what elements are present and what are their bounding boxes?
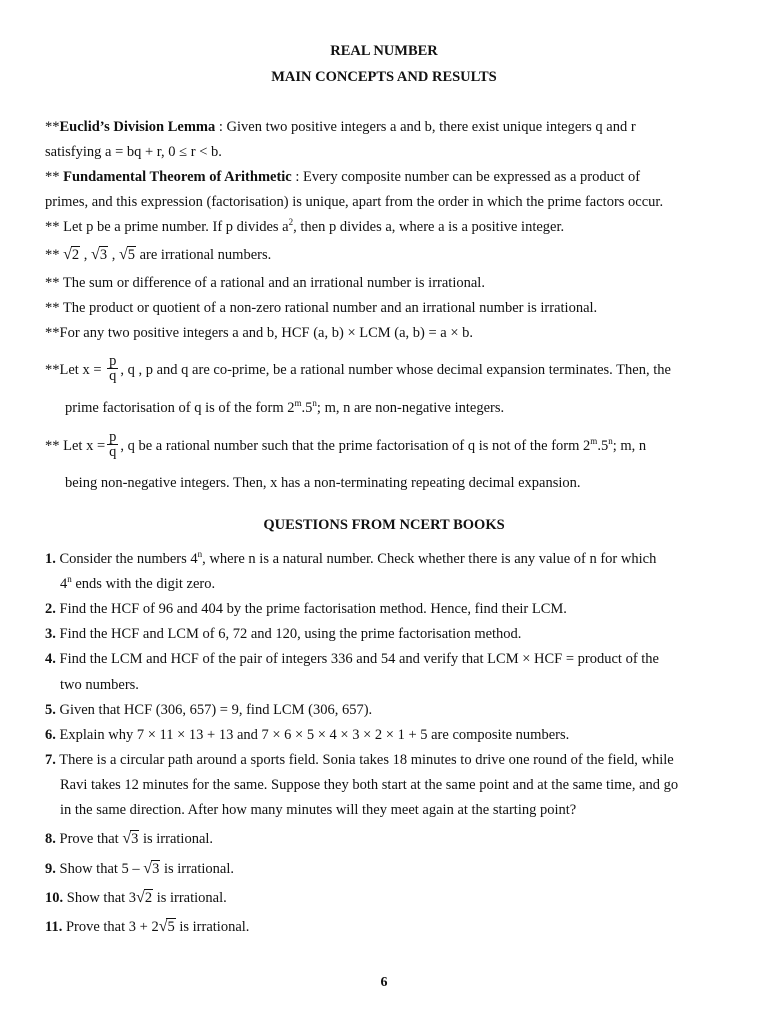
concept-terminating-line1: **Let x = $\frac{p}{q}$ , q , p and q are co-prime, be a rational number whose decimal expansion terminates. Then, the	[45, 353, 671, 384]
question-4: 4. Find the LCM and HCF of the pair of integers 336 and 54 and verify that LCM × HCF = product of the	[45, 651, 659, 667]
sqrt-3: √3	[122, 830, 139, 847]
concept-nonterminating-line1: ** Let x = $\frac{p}{q}$ , q be a rational number such that the prime factorisation of q is not of the form 2$^m$.5$^n$; m, n	[45, 429, 647, 460]
fraction-p-over-q: $\frac{p}{q}$	[109, 353, 117, 384]
question-6: 6. Explain why 7 × 11 × 13 + 13 and 7 × 6 × 5 × 4 × 3 × 2 × 1 + 5 are composite numbers.	[45, 727, 570, 743]
question-7-cont1: Ravi takes 12 minutes for the same. Suppose they both start at the same point and at the same time, and go	[60, 777, 679, 793]
page-subtitle: MAIN CONCEPTS AND RESULTS	[271, 69, 497, 85]
question-1: 1. Consider the numbers 4$^n$, where n is a natural number. Check whether there is any value of n for which	[45, 549, 657, 567]
sqrt-2: √2	[136, 889, 153, 906]
question-4-cont: two numbers.	[60, 677, 139, 693]
question-5: 5. Given that HCF (306, 657) = 9, find LCM (306, 657).	[45, 702, 373, 718]
concept-euclid-line1: **Euclid’s Division Lemma : Given two positive integers a and b, there exist unique integers q and r	[45, 119, 636, 135]
concept-fta-line2: primes, and this expression (factorisation) is unique, apart from the order in which the prime factors occur.	[45, 194, 664, 210]
concept-product-quotient: ** The product or quotient of a non-zero rational number and an irrational number is irrational.	[45, 300, 598, 316]
question-10: 10. Show that 3√2 is irrational.	[45, 889, 227, 906]
concept-sum-difference: ** The sum or difference of a rational and an irrational number is irrational.	[45, 275, 485, 291]
euclid-heading: Euclid’s Division Lemma	[59, 119, 216, 135]
sqrt-2: √2	[63, 246, 80, 263]
question-11: 11. Prove that 3 + 2√5 is irrational.	[45, 918, 250, 935]
concept-prime-divides: ** Let p be a prime number. If p divides $a^2$, then p divides a, where a is a positive integer.	[45, 217, 565, 235]
page-number: 6	[380, 975, 388, 990]
question-7-cont2: in the same direction. After how many minutes will they meet again at the starting point?	[60, 802, 577, 818]
fta-heading: Fundamental Theorem of Arithmetic	[63, 169, 292, 185]
question-1-cont: 4$^n$ ends with the digit zero.	[60, 574, 216, 592]
concept-hcf-lcm: **For any two positive integers a and b, HCF (a, b) × LCM (a, b) = a × b.	[45, 325, 474, 341]
question-9: 9. Show that 5 – √3 is irrational.	[45, 860, 235, 877]
sqrt-5: √5	[158, 918, 175, 935]
question-7: 7. There is a circular path around a sports field. Sonia takes 18 minutes to drive one round of the field, while	[45, 752, 674, 768]
concept-terminating-line2: prime factorisation of q is of the form 2$^m$.5$^n$; m, n are non-negative integers.	[65, 398, 505, 416]
question-8: 8. Prove that √3 is irrational.	[45, 830, 214, 847]
concept-fta-line1: ** Fundamental Theorem of Arithmetic : Every composite number can be expressed as a product of	[45, 169, 641, 185]
section-heading-ncert: QUESTIONS FROM NCERT BOOKS	[263, 517, 505, 533]
sqrt-3: √3	[143, 860, 160, 877]
page-title: REAL NUMBER	[330, 43, 438, 59]
question-3: 3. Find the HCF and LCM of 6, 72 and 120, using the prime factorisation method.	[45, 626, 522, 642]
concept-euclid-line2: satisfying a = bq + r, 0 ≤ r < b.	[45, 144, 222, 160]
sqrt-3: √3	[91, 246, 108, 263]
concept-nonterminating-line2: being non-negative integers. Then, x has a non-terminating repeating decimal expansion.	[65, 475, 581, 491]
fraction-p-over-q: $\frac{p}{q}$	[109, 429, 117, 460]
sqrt-5: √5	[118, 246, 135, 263]
question-2: 2. Find the HCF of 96 and 404 by the prime factorisation method. Hence, find their LCM.	[45, 601, 567, 617]
concept-irrationals: ** √2 , √3 , √5 are irrational numbers.	[45, 246, 272, 263]
